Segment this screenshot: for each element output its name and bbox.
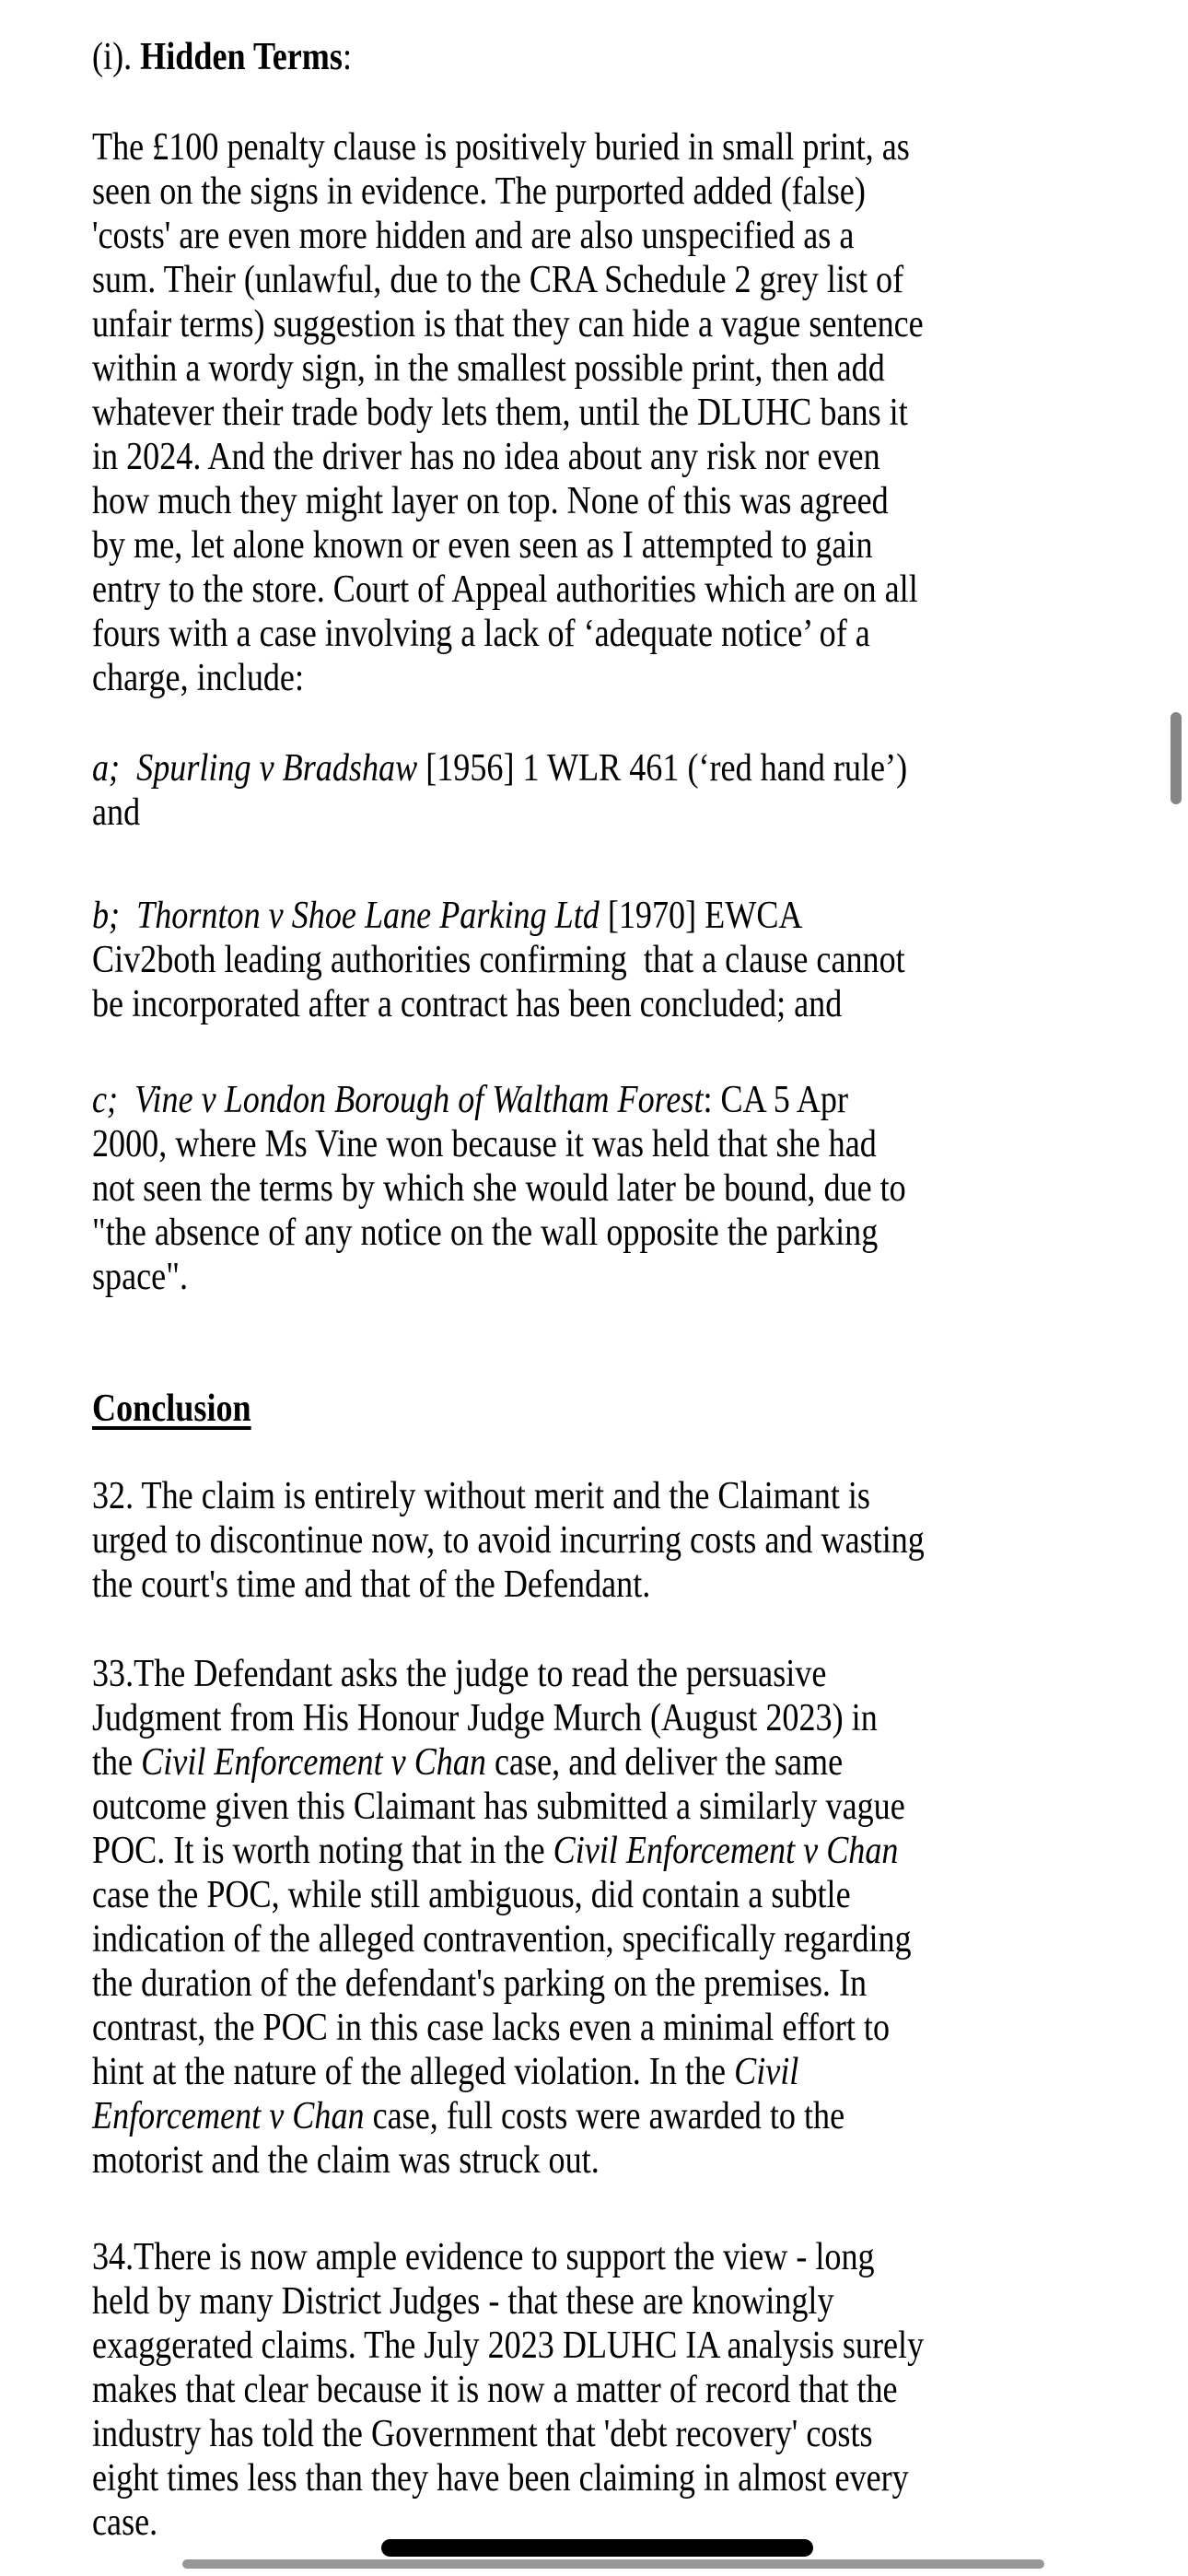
text-run: within a wordy sign, in the smallest possible print, then add bbox=[92, 347, 885, 390]
text-line bbox=[92, 391, 1058, 435]
text-line bbox=[92, 2279, 1058, 2324]
text-line bbox=[92, 2235, 1058, 2279]
text-run: urged to discontinue now, to avoid incurring costs and wasting bbox=[92, 1519, 925, 1562]
text-line bbox=[92, 1122, 1058, 1166]
text-run: 33.The Defendant asks the judge to read the persuasive bbox=[92, 1653, 827, 1695]
text-run: indication of the alleged contravention, specifically regarding bbox=[92, 1918, 912, 1961]
paragraph bbox=[92, 1078, 1058, 1299]
text-line bbox=[92, 258, 1058, 302]
paragraph bbox=[92, 2235, 1058, 2545]
text-line bbox=[92, 1961, 1058, 2006]
text-run: be incorporated after a contract has been concluded; and bbox=[92, 983, 843, 1025]
text-run: Civil Enforcement v Chan bbox=[553, 1830, 899, 1872]
text-line bbox=[92, 1917, 1058, 1961]
text-line bbox=[92, 170, 1058, 214]
text-line bbox=[92, 2456, 1058, 2500]
text-run: [1970] EWCA bbox=[599, 895, 803, 937]
text-line bbox=[92, 568, 1058, 612]
text-run: Judgment from His Honour Judge Murch (August 2023) in bbox=[92, 1697, 878, 1739]
text-run: charge, include: bbox=[92, 657, 305, 699]
text-run: by me, let alone known or even seen as I attempted to gain bbox=[92, 524, 873, 567]
text-run: c; Vine v London Borough of Waltham Forest bbox=[92, 1079, 704, 1121]
text-line bbox=[92, 125, 1058, 170]
text-run: and bbox=[92, 791, 141, 834]
text-line bbox=[92, 35, 1058, 79]
home-indicator[interactable] bbox=[381, 2539, 813, 2557]
text-run: (i). bbox=[92, 36, 141, 78]
text-run: 34.There is now ample evidence to support the view - long bbox=[92, 2236, 875, 2278]
text-run: motorist and the claim was struck out. bbox=[92, 2139, 600, 2182]
text-line bbox=[92, 346, 1058, 391]
text-run: "the absence of any notice on the wall opposite the parking bbox=[92, 1212, 879, 1254]
text-run: : bbox=[342, 36, 352, 78]
text-run: unfair terms) suggestion is that they can hide a vague sentence bbox=[92, 303, 924, 345]
text-run: whatever their trade body lets them, until the DLUHC bans it bbox=[92, 392, 908, 434]
paragraph bbox=[92, 1474, 1058, 1607]
text-line bbox=[92, 1829, 1058, 1873]
text-line bbox=[92, 1696, 1058, 1740]
heading bbox=[92, 1387, 1058, 1431]
text-line bbox=[92, 2138, 1058, 2183]
text-run: the bbox=[92, 1741, 142, 1784]
text-run: seen on the signs in evidence. The purported added (false) bbox=[92, 170, 866, 213]
text-line bbox=[92, 2324, 1058, 2368]
text-line bbox=[92, 656, 1058, 700]
text-run: in 2024. And the driver has no idea about any risk nor even bbox=[92, 436, 880, 478]
text-line bbox=[92, 1652, 1058, 1696]
text-line bbox=[92, 1873, 1058, 1917]
vertical-scrollbar-thumb[interactable] bbox=[1171, 712, 1182, 804]
text-run: Civil bbox=[734, 2051, 799, 2093]
paragraph bbox=[92, 894, 1058, 1026]
text-run: Civil Enforcement v Chan bbox=[141, 1741, 486, 1784]
text-run: 32. The claim is entirely without merit and the Claimant is bbox=[92, 1475, 870, 1517]
text-run: case the POC, while still ambiguous, did contain a subtle bbox=[92, 1874, 851, 1916]
text-line bbox=[92, 2050, 1058, 2094]
text-run: 'costs' are even more hidden and are also unspecified as a bbox=[92, 215, 855, 257]
text-line bbox=[92, 1211, 1058, 1255]
paragraph bbox=[92, 1652, 1058, 2183]
text-line bbox=[92, 523, 1058, 568]
text-line bbox=[92, 2500, 1058, 2545]
text-line bbox=[92, 1518, 1058, 1563]
text-run: Enforcement v Chan bbox=[92, 2095, 365, 2137]
text-run: the court's time and that of the Defendant. bbox=[92, 1563, 651, 1606]
text-run: The £100 penalty clause is positively buried in small print, as bbox=[92, 126, 910, 169]
text-line bbox=[92, 479, 1058, 523]
text-run: Hidden Terms bbox=[140, 36, 343, 78]
text-line bbox=[92, 214, 1058, 258]
text-line bbox=[92, 1740, 1058, 1785]
text-line bbox=[92, 790, 1058, 835]
text-run: b; Thornton v Shoe Lane Parking Ltd bbox=[92, 895, 600, 937]
text-run: sum. Their (unlawful, due to the CRA Schedule 2 grey list of bbox=[92, 259, 904, 301]
text-run: [1956] 1 WLR 461 (‘red hand rule’) bbox=[417, 747, 908, 790]
text-line bbox=[92, 938, 1058, 982]
text-line bbox=[92, 1387, 1058, 1431]
text-line bbox=[92, 2412, 1058, 2456]
text-run: held by many District Judges - that these are knowingly bbox=[92, 2280, 834, 2323]
paragraph bbox=[92, 746, 1058, 835]
text-run: a; Spurling v Bradshaw bbox=[92, 747, 418, 790]
document-content bbox=[92, 35, 1058, 2545]
text-line bbox=[92, 1474, 1058, 1518]
text-line bbox=[92, 1255, 1058, 1299]
heading bbox=[92, 35, 1058, 79]
text-run: not seen the terms by which she would later be bound, due to bbox=[92, 1167, 906, 1210]
text-line bbox=[92, 746, 1058, 790]
text-run: 2000, where Ms Vine won because it was held that she had bbox=[92, 1123, 877, 1165]
text-line bbox=[92, 894, 1058, 938]
text-run: makes that clear because it is now a matter of record that the bbox=[92, 2369, 898, 2411]
text-run: the duration of the defendant's parking on the premises. In bbox=[92, 1962, 868, 2005]
text-line bbox=[92, 1563, 1058, 1607]
text-run: fours with a case involving a lack of ‘adequate notice’ of a bbox=[92, 613, 870, 655]
text-line bbox=[92, 1785, 1058, 1829]
text-line bbox=[92, 612, 1058, 656]
text-run: outcome given this Claimant has submitted a similarly vague bbox=[92, 1786, 905, 1828]
text-line bbox=[92, 2094, 1058, 2138]
text-line bbox=[92, 1078, 1058, 1122]
text-run: Conclusion bbox=[92, 1388, 251, 1430]
text-line bbox=[92, 982, 1058, 1026]
text-run: case, and deliver the same bbox=[485, 1741, 844, 1784]
horizontal-scrollbar-thumb[interactable] bbox=[182, 2559, 1044, 2569]
text-run: case, full costs were awarded to the bbox=[364, 2095, 845, 2137]
text-run: eight times less than they have been claiming in almost every bbox=[92, 2457, 909, 2500]
text-run: space". bbox=[92, 1256, 188, 1298]
text-run: contrast, the POC in this case lacks even a minimal effort to bbox=[92, 2007, 891, 2049]
text-run: industry has told the Government that 'debt recovery' costs bbox=[92, 2413, 873, 2455]
text-line bbox=[92, 1166, 1058, 1211]
text-run: case. bbox=[92, 2501, 158, 2544]
text-run: : CA 5 Apr bbox=[703, 1079, 849, 1121]
text-run: POC. It is worth noting that in the bbox=[92, 1830, 553, 1872]
text-run: exaggerated claims. The July 2023 DLUHC IA analysis surely bbox=[92, 2324, 925, 2367]
text-run: Civ2both leading authorities confirming that a clause cannot bbox=[92, 939, 905, 981]
text-run: how much they might layer on top. None of this was agreed bbox=[92, 480, 889, 522]
text-run: entry to the store. Court of Appeal authorities which are on all bbox=[92, 568, 918, 611]
text-line bbox=[92, 2006, 1058, 2050]
text-run: hint at the nature of the alleged violation. In the bbox=[92, 2051, 735, 2093]
text-line bbox=[92, 302, 1058, 346]
text-line bbox=[92, 2368, 1058, 2412]
text-line bbox=[92, 435, 1058, 479]
paragraph bbox=[92, 125, 1058, 700]
